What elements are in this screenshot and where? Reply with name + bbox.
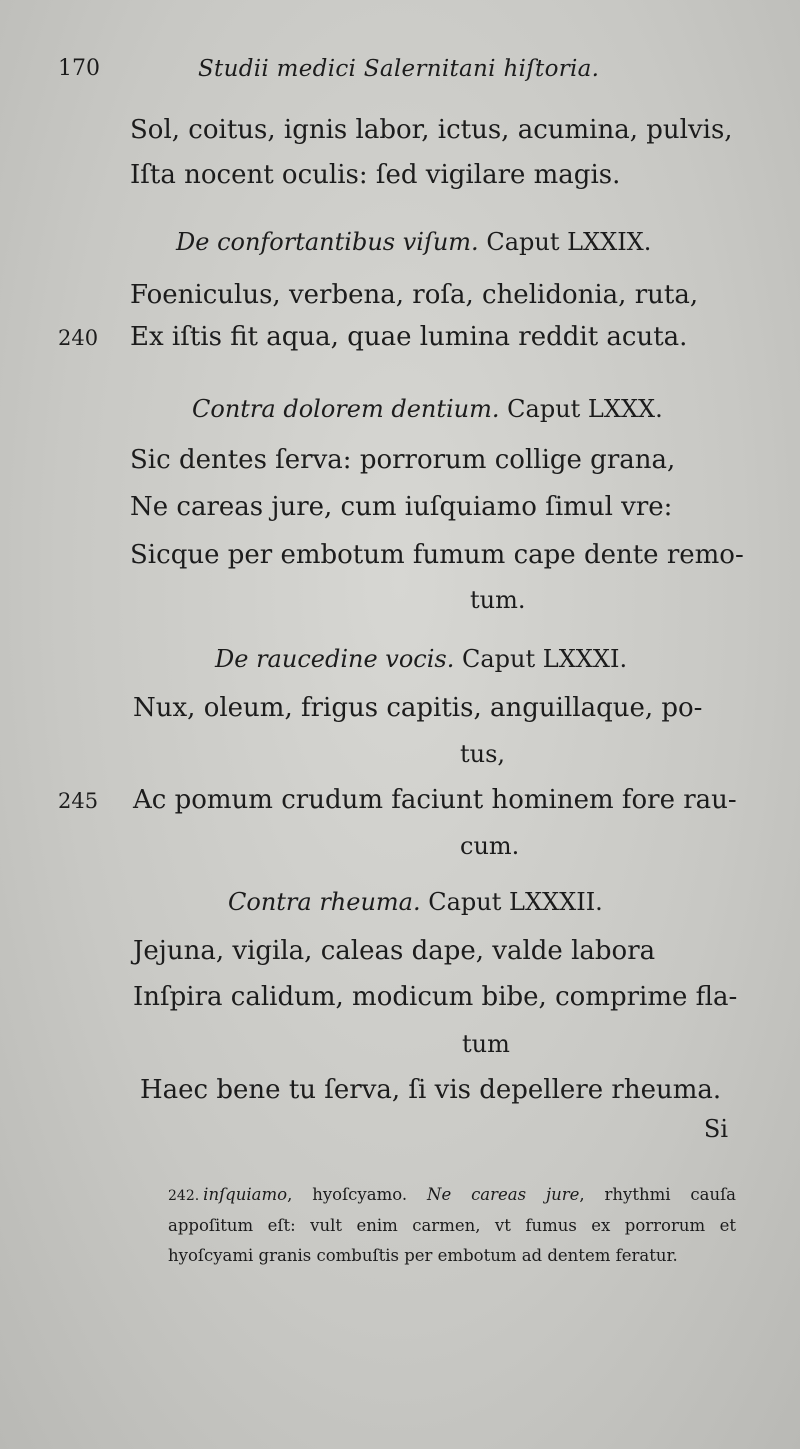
chapter-title: De raucedine vocis. [215, 645, 455, 673]
footnote-number: 242. [168, 1188, 200, 1204]
chapter-title: Contra dolorem dentium. [192, 395, 500, 423]
verse-line: Sicque per embotum fumum cape dente remo- [130, 540, 744, 570]
footnote-term: inſquiamo [203, 1185, 288, 1204]
verse-line: Iſta nocent oculis: ſed vigilare magis. [130, 160, 621, 190]
line-number: 245 [58, 789, 99, 813]
page-number: 170 [58, 56, 100, 81]
verse-line: Ac pomum crudum faciunt hominem fore rau- [133, 785, 737, 815]
chapter-title: De confortantibus viſum. [176, 228, 479, 256]
line-number: 240 [58, 326, 99, 350]
verse-line: Inſpira calidum, modicum bibe, comprime fla- [133, 982, 738, 1012]
chapter-caput: Caput LXXXI. [462, 645, 628, 673]
footnote-text: , rhythmi cauſa appoſitum eſt: vult enim carmen, vt fumus ex porrorum et hyoſcyami granis combuſtis per embotum ad dentem feratur. [168, 1185, 737, 1265]
verse-line: Haec bene tu ſerva, ſi vis depellere rheuma. [140, 1075, 722, 1105]
verse-continuation: cum. [460, 832, 520, 860]
page-header [0, 50, 800, 90]
chapter-caput: Caput LXXX. [507, 395, 663, 423]
chapter-heading [228, 888, 603, 916]
verse-continuation: tum. [470, 586, 526, 614]
verse-line: Foeniculus, verbena, roſa, chelidonia, ruta, [130, 280, 699, 310]
footnote [168, 1180, 736, 1271]
chapter-heading [215, 645, 627, 673]
verse-continuation: tus, [460, 740, 506, 768]
verse-line: Ex iſtis fit aqua, quae lumina reddit acuta. [130, 322, 688, 352]
verse-line: Ne careas jure, cum iuſquiamo ſimul vre: [130, 492, 673, 522]
verse-line: Jejuna, vigila, caleas dape, valde labora [133, 936, 656, 966]
catchword: Si [703, 1115, 728, 1143]
chapter-caput: Caput LXXXII. [428, 888, 603, 916]
verse-line: Sic dentes ſerva: porrorum collige grana, [130, 445, 676, 475]
chapter-title: Contra rheuma. [228, 888, 421, 916]
footnote-phrase: Ne careas jure [427, 1185, 580, 1204]
chapter-heading [176, 228, 651, 256]
running-title: Studii medici Salernitani hiſtoria. [198, 56, 600, 82]
chapter-caput: Caput LXXIX. [486, 228, 652, 256]
footnote-gloss: , hyoſcyamo. [287, 1185, 408, 1204]
chapter-heading [192, 395, 663, 423]
verse-line: Sol, coitus, ignis labor, ictus, acumina, pulvis, [130, 115, 733, 145]
verse-continuation: tum [462, 1030, 510, 1058]
verse-line: Nux, oleum, frigus capitis, anguillaque, po- [133, 693, 703, 723]
